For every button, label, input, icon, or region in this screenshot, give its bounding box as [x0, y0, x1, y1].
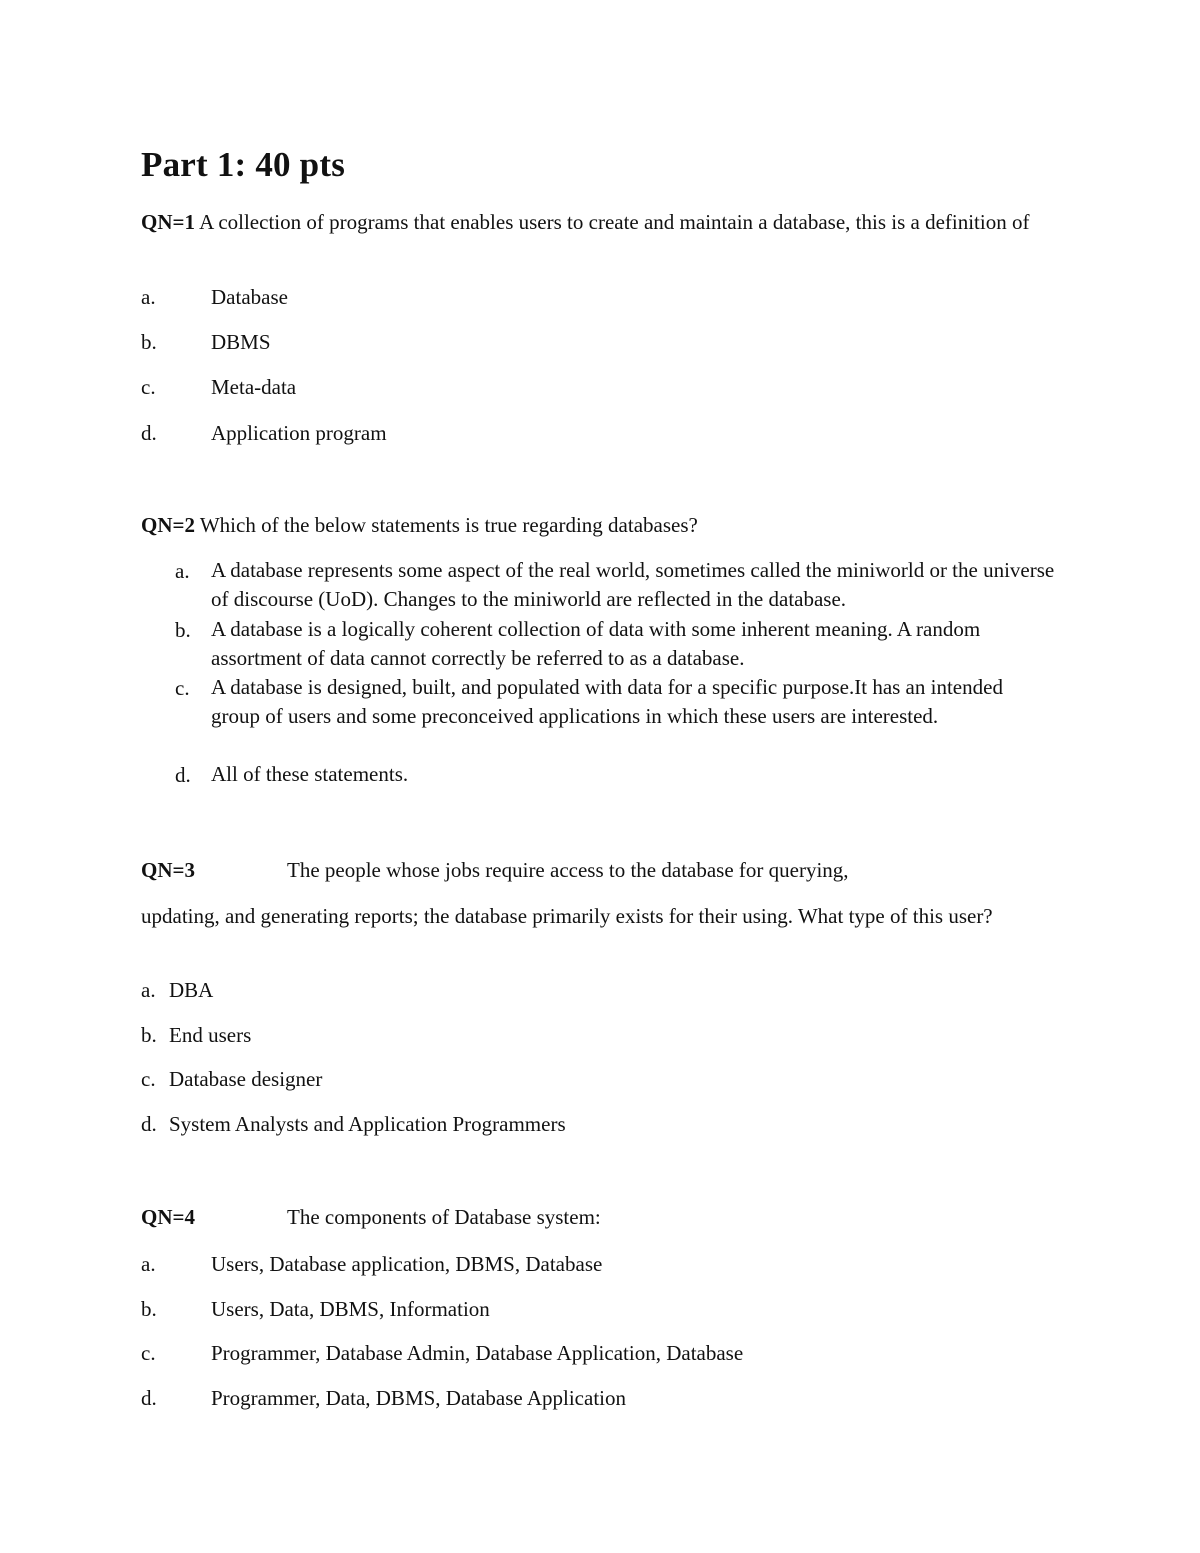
- option-text: Users, Database application, DBMS, Database: [211, 1252, 603, 1276]
- option-text: DBMS: [211, 330, 271, 354]
- question-3: [141, 855, 195, 885]
- option-text: A database is designed, built, and populated with data for a specific purpose.It has an intended group of users and some preconceived applications in which these users are interested.: [211, 675, 1003, 728]
- option-text: Application program: [211, 421, 387, 445]
- option-letter: c.: [141, 1067, 156, 1091]
- question-2-label: QN=2: [141, 513, 195, 537]
- question-1-text: A collection of programs that enables users to create and maintain a database, this is a definition of: [199, 210, 1030, 234]
- question-2: [141, 510, 698, 540]
- option-letter: c.: [175, 676, 190, 700]
- option-text: End users: [169, 1023, 252, 1047]
- question-3-text-line2: updating, and generating reports; the database primarily exists for their using. What type of this user?: [141, 904, 993, 928]
- option-text: Database: [211, 285, 288, 309]
- option-letter: b.: [141, 1023, 157, 1047]
- question-4: [141, 1202, 195, 1232]
- q2-options: [141, 556, 1061, 796]
- option-letter: d.: [141, 1386, 157, 1410]
- option-letter: d.: [141, 421, 157, 445]
- option-letter: d.: [141, 1112, 157, 1136]
- option-text: Database designer: [169, 1067, 323, 1091]
- question-1-label: QN=1: [141, 210, 195, 234]
- option-text: DBA: [169, 978, 214, 1002]
- option-text: A database represents some aspect of the real world, sometimes called the miniworld or the universe of discourse (UoD). Changes to the miniworld are reflected in the database.: [211, 558, 1055, 611]
- option-text: Programmer, Data, DBMS, Database Application: [211, 1386, 626, 1410]
- option-text: System Analysts and Application Programmers: [169, 1112, 566, 1136]
- option-letter: a.: [141, 978, 156, 1002]
- option-text: Meta-data: [211, 375, 297, 399]
- option-letter: a.: [141, 1252, 156, 1276]
- option-letter: c.: [141, 375, 156, 399]
- option-text: All of these statements.: [211, 762, 409, 786]
- option-letter: a.: [141, 285, 156, 309]
- option-text: Programmer, Database Admin, Database Application, Database: [211, 1341, 744, 1365]
- option-letter: c.: [141, 1341, 156, 1365]
- option-letter: d.: [175, 763, 191, 787]
- option-letter: b.: [141, 330, 157, 354]
- option-letter: b.: [141, 1297, 157, 1321]
- option-letter: b.: [175, 618, 191, 642]
- question-3-text-line1: The people whose jobs require access to the database for querying,: [287, 858, 849, 882]
- question-3-label: QN=3: [141, 858, 195, 882]
- option-text: Users, Data, DBMS, Information: [211, 1297, 490, 1321]
- question-4-text: The components of Database system:: [287, 1205, 601, 1229]
- option-letter: a.: [175, 559, 190, 583]
- question-1: [141, 207, 1061, 237]
- question-4-label: QN=4: [141, 1205, 195, 1229]
- page-title: Part 1: 40 pts: [141, 145, 346, 184]
- question-2-text: Which of the below statements is true regarding databases?: [199, 513, 698, 537]
- option-text: A database is a logically coherent collection of data with some inherent meaning. A random assortment of data cannot correctly be referred to as a database.: [211, 617, 981, 670]
